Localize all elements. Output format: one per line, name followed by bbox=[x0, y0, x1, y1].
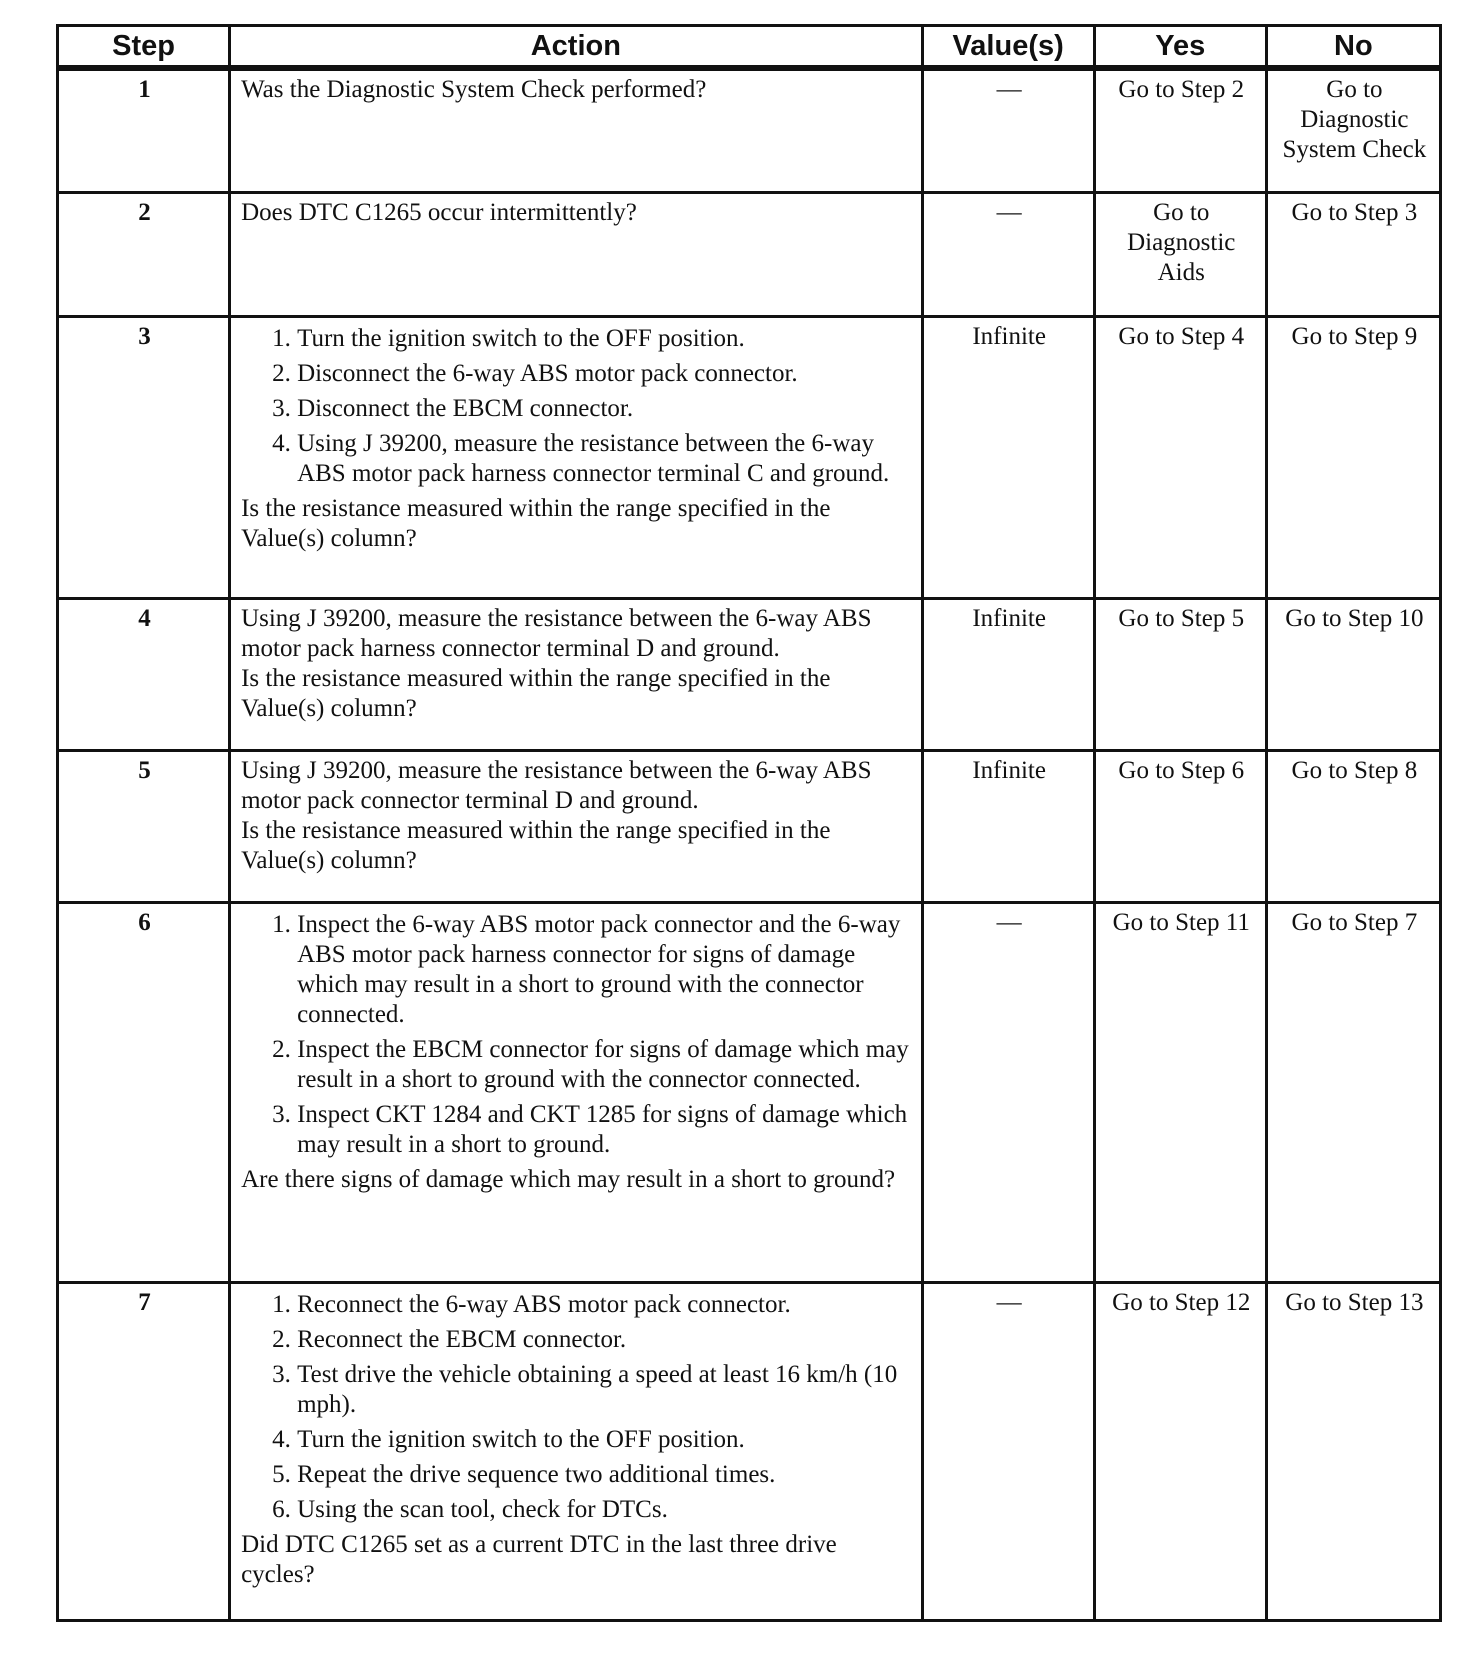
table-row bbox=[58, 1282, 1441, 1620]
action-cell bbox=[230, 598, 923, 750]
action-list-item: 1. Reconnect the 6-way ABS motor pack connector. bbox=[297, 1290, 913, 1320]
value-text: — bbox=[996, 76, 1022, 103]
no-cell: Go to Diagnostic System Check bbox=[1266, 68, 1440, 192]
value-cell bbox=[922, 1282, 1094, 1620]
action-cell bbox=[230, 902, 923, 1282]
action-cell bbox=[230, 68, 923, 192]
action-cell bbox=[230, 750, 923, 902]
step-number: 1 bbox=[58, 68, 230, 192]
step-number: 5 bbox=[58, 750, 230, 902]
table-row bbox=[58, 192, 1441, 316]
action-list-item: 1. Turn the ignition switch to the OFF position. bbox=[297, 324, 913, 354]
value-cell: Infinite bbox=[922, 598, 1094, 750]
header-yes: Yes bbox=[1094, 26, 1266, 69]
table-row bbox=[58, 750, 1441, 902]
table-row bbox=[58, 316, 1441, 598]
step-number: 4 bbox=[58, 598, 230, 750]
table-row bbox=[58, 902, 1441, 1282]
action-cell bbox=[230, 192, 923, 316]
action-list-item: 5. Repeat the drive sequence two additional times. bbox=[297, 1460, 913, 1490]
diagnostic-table bbox=[56, 24, 1442, 1622]
value-cell bbox=[922, 192, 1094, 316]
yes-cell: Go to Step 11 bbox=[1094, 902, 1266, 1282]
yes-cell: Go to Diagnostic Aids bbox=[1094, 192, 1266, 316]
no-cell: Go to Step 9 bbox=[1266, 316, 1440, 598]
action-question: Is the resistance measured within the range specified in the Value(s) column? bbox=[241, 816, 831, 874]
yes-cell: Go to Step 6 bbox=[1094, 750, 1266, 902]
header-step: Step bbox=[58, 26, 230, 69]
action-list-item: 6. Using the scan tool, check for DTCs. bbox=[297, 1495, 913, 1525]
action-text: Using J 39200, measure the resistance between the 6-way ABS motor pack connector terminal D and ground. bbox=[241, 756, 872, 814]
step-number: 3 bbox=[58, 316, 230, 598]
value-cell: Infinite bbox=[922, 316, 1094, 598]
value-cell bbox=[922, 902, 1094, 1282]
action-text: Does DTC C1265 occur intermittently? bbox=[241, 198, 637, 226]
table-row bbox=[58, 598, 1441, 750]
action-list bbox=[241, 910, 913, 1160]
value-text: — bbox=[996, 908, 1022, 936]
yes-cell: Go to Step 12 bbox=[1094, 1282, 1266, 1620]
value-text: — bbox=[996, 1288, 1022, 1316]
header-row bbox=[58, 26, 1441, 69]
yes-cell: Go to Step 4 bbox=[1094, 316, 1266, 598]
action-question: Did DTC C1265 set as a current DTC in the last three drive cycles? bbox=[241, 1530, 837, 1588]
header-action: Action bbox=[230, 26, 923, 69]
action-list bbox=[241, 324, 913, 489]
table-row bbox=[58, 68, 1441, 192]
action-list bbox=[241, 1290, 913, 1525]
action-question: Are there signs of damage which may result in a short to ground? bbox=[241, 1165, 896, 1193]
action-list-item: 2. Disconnect the 6-way ABS motor pack connector. bbox=[297, 359, 913, 389]
header-values: Value(s) bbox=[922, 26, 1094, 69]
action-list-item: 4. Turn the ignition switch to the OFF position. bbox=[297, 1425, 913, 1455]
no-cell: Go to Step 3 bbox=[1266, 192, 1440, 316]
action-text: Was the Diagnostic System Check performed? bbox=[241, 76, 707, 103]
step-number: 6 bbox=[58, 902, 230, 1282]
no-cell: Go to Step 10 bbox=[1266, 598, 1440, 750]
action-list-item: 4. Using J 39200, measure the resistance between the 6-way ABS motor pack harness connector terminal C and ground. bbox=[297, 429, 913, 489]
value-text: — bbox=[996, 198, 1022, 226]
no-cell: Go to Step 13 bbox=[1266, 1282, 1440, 1620]
step-number: 2 bbox=[58, 192, 230, 316]
yes-cell: Go to Step 2 bbox=[1094, 68, 1266, 192]
action-list-item: 3. Disconnect the EBCM connector. bbox=[297, 394, 913, 424]
action-cell bbox=[230, 1282, 923, 1620]
no-cell: Go to Step 7 bbox=[1266, 902, 1440, 1282]
no-cell: Go to Step 8 bbox=[1266, 750, 1440, 902]
action-text: Using J 39200, measure the resistance between the 6-way ABS motor pack harness connector terminal D and ground. bbox=[241, 604, 872, 662]
action-list-item: 3. Inspect CKT 1284 and CKT 1285 for signs of damage which may result in a short to ground. bbox=[297, 1100, 913, 1160]
action-list-item: 2. Inspect the EBCM connector for signs of damage which may result in a short to ground with the connector connected. bbox=[297, 1035, 913, 1095]
value-cell: Infinite bbox=[922, 750, 1094, 902]
value-cell bbox=[922, 68, 1094, 192]
step-number: 7 bbox=[58, 1282, 230, 1620]
action-list-item: 3. Test drive the vehicle obtaining a speed at least 16 km/h (10 mph). bbox=[297, 1360, 913, 1420]
header-no: No bbox=[1266, 26, 1440, 69]
action-question: Is the resistance measured within the range specified in the Value(s) column? bbox=[241, 494, 831, 552]
yes-cell: Go to Step 5 bbox=[1094, 598, 1266, 750]
action-list-item: 2. Reconnect the EBCM connector. bbox=[297, 1325, 913, 1355]
action-cell bbox=[230, 316, 923, 598]
action-question: Is the resistance measured within the range specified in the Value(s) column? bbox=[241, 664, 831, 722]
action-list-item: 1. Inspect the 6-way ABS motor pack connector and the 6-way ABS motor pack harness connector for signs of damage which may result in a short to ground with the connector connected. bbox=[297, 910, 913, 1030]
